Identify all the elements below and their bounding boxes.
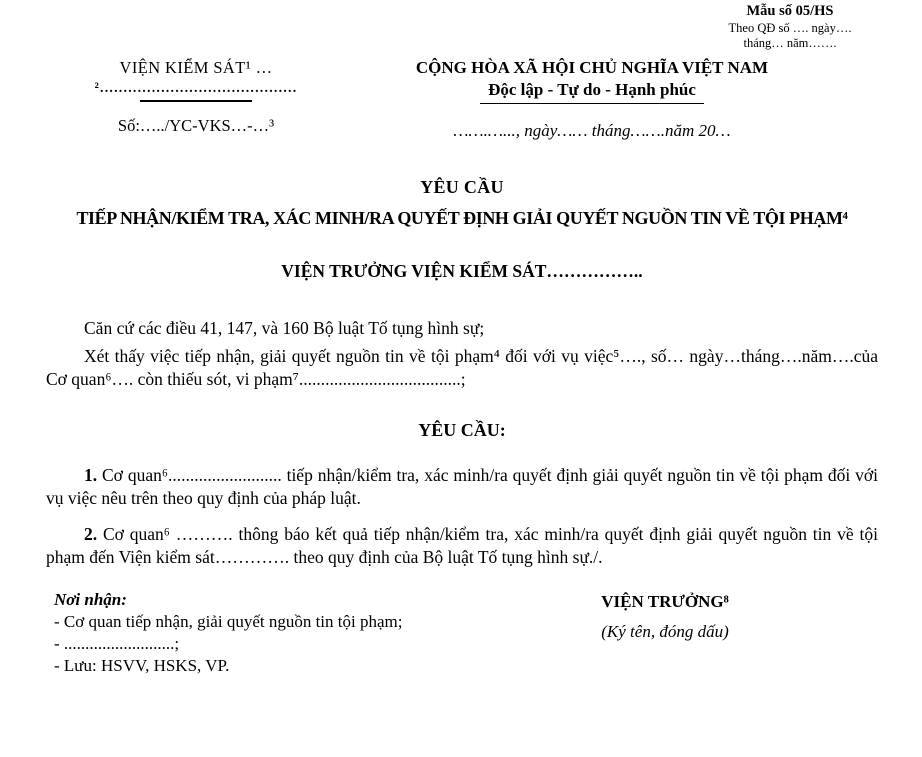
- demand-items: [46, 464, 878, 568]
- document-subject-title: TIẾP NHẬN/KIỂM TRA, XÁC MINH/RA QUYẾT ĐỊNH GIẢI QUYẾT NGUỒN TIN VỀ TỘI PHẠM⁴: [76, 208, 848, 228]
- document-header: [46, 58, 878, 141]
- recipients-block: [46, 589, 518, 676]
- issuing-agency-block: [46, 58, 346, 141]
- recipients-label: Nơi nhận:: [54, 590, 127, 610]
- document-body: [46, 317, 878, 390]
- demand-item-2-text: Cơ quan⁶ ………. thông báo kết quả tiếp nhận/kiểm tra, xác minh/ra quyết định giải quyết nguồn tin về tội phạm đến Viện kiểm sát…………. theo quy định của Bộ luật Tố tụng hình sự./.: [46, 523, 878, 567]
- signature-title: VIỆN TRƯỞNG⁸: [601, 592, 729, 612]
- recipient-item-3: - Lưu: HSVV, HSKS, VP.: [54, 655, 230, 675]
- recipient-item-1: - Cơ quan tiếp nhận, giải quyết nguồn tin tội phạm;: [54, 612, 403, 631]
- national-motto: Độc lập - Tự do - Hạnh phúc: [480, 80, 704, 104]
- document-number: Số:…../YC-VKS…-…³: [117, 116, 275, 136]
- agency-name-line: VIỆN KIỂM SÁT¹ …: [119, 58, 273, 77]
- recipient-item-2: - ..........................;: [54, 633, 180, 653]
- demand-item-1-text: Cơ quan⁶.......................... tiếp nhận/kiểm tra, xác minh/ra quyết định giải quyết nguồn tin về tội phạm đối với vụ việc nêu trên theo quy định của pháp luật.: [46, 465, 878, 508]
- legal-basis-paragraph: Căn cứ các điều 41, 147, và 160 Bộ luật Tố tụng hình sự;: [84, 318, 485, 338]
- demand-heading: YÊU CẦU:: [418, 420, 506, 441]
- demand-item-1-number: 1.: [84, 465, 98, 486]
- document-title: YÊU CẦU: [420, 177, 504, 197]
- form-number: Mẫu số 05/HS: [746, 3, 834, 19]
- demand-item-2: [46, 523, 878, 569]
- date-line: …….…..., ngày…… tháng…….năm 20…: [453, 121, 731, 140]
- demand-item-1: [46, 464, 878, 510]
- agency-underline-rule: [140, 100, 252, 102]
- signature-note: (Ký tên, đóng dấu): [601, 622, 729, 642]
- agency-dotted-line: ²..........................................: [94, 81, 298, 96]
- form-issued-line-1: Theo QĐ số …. ngày….: [728, 20, 852, 35]
- form-meta-block: [684, 3, 896, 51]
- national-header-block: [346, 58, 878, 141]
- national-title: CỘNG HÒA XÃ HỘI CHỦ NGHĨA VIỆT NAM: [415, 58, 769, 77]
- addressee-title: VIỆN TRƯỞNG VIỆN KIỂM SÁT……………..: [281, 261, 643, 281]
- signature-block: [518, 589, 878, 676]
- consideration-paragraph: Xét thấy việc tiếp nhận, giải quyết nguồn tin về tội phạm⁴ đối với vụ việc⁵…., số… ngày…tháng….năm….của Cơ quan⁶…. còn thiếu sót, vi phạm⁷.....................................;: [46, 345, 878, 389]
- document-title-block: [46, 177, 878, 232]
- demand-item-2-number: 2.: [84, 523, 98, 544]
- document-footer: [46, 589, 878, 676]
- form-issued-line-2: tháng… năm…….: [743, 35, 837, 50]
